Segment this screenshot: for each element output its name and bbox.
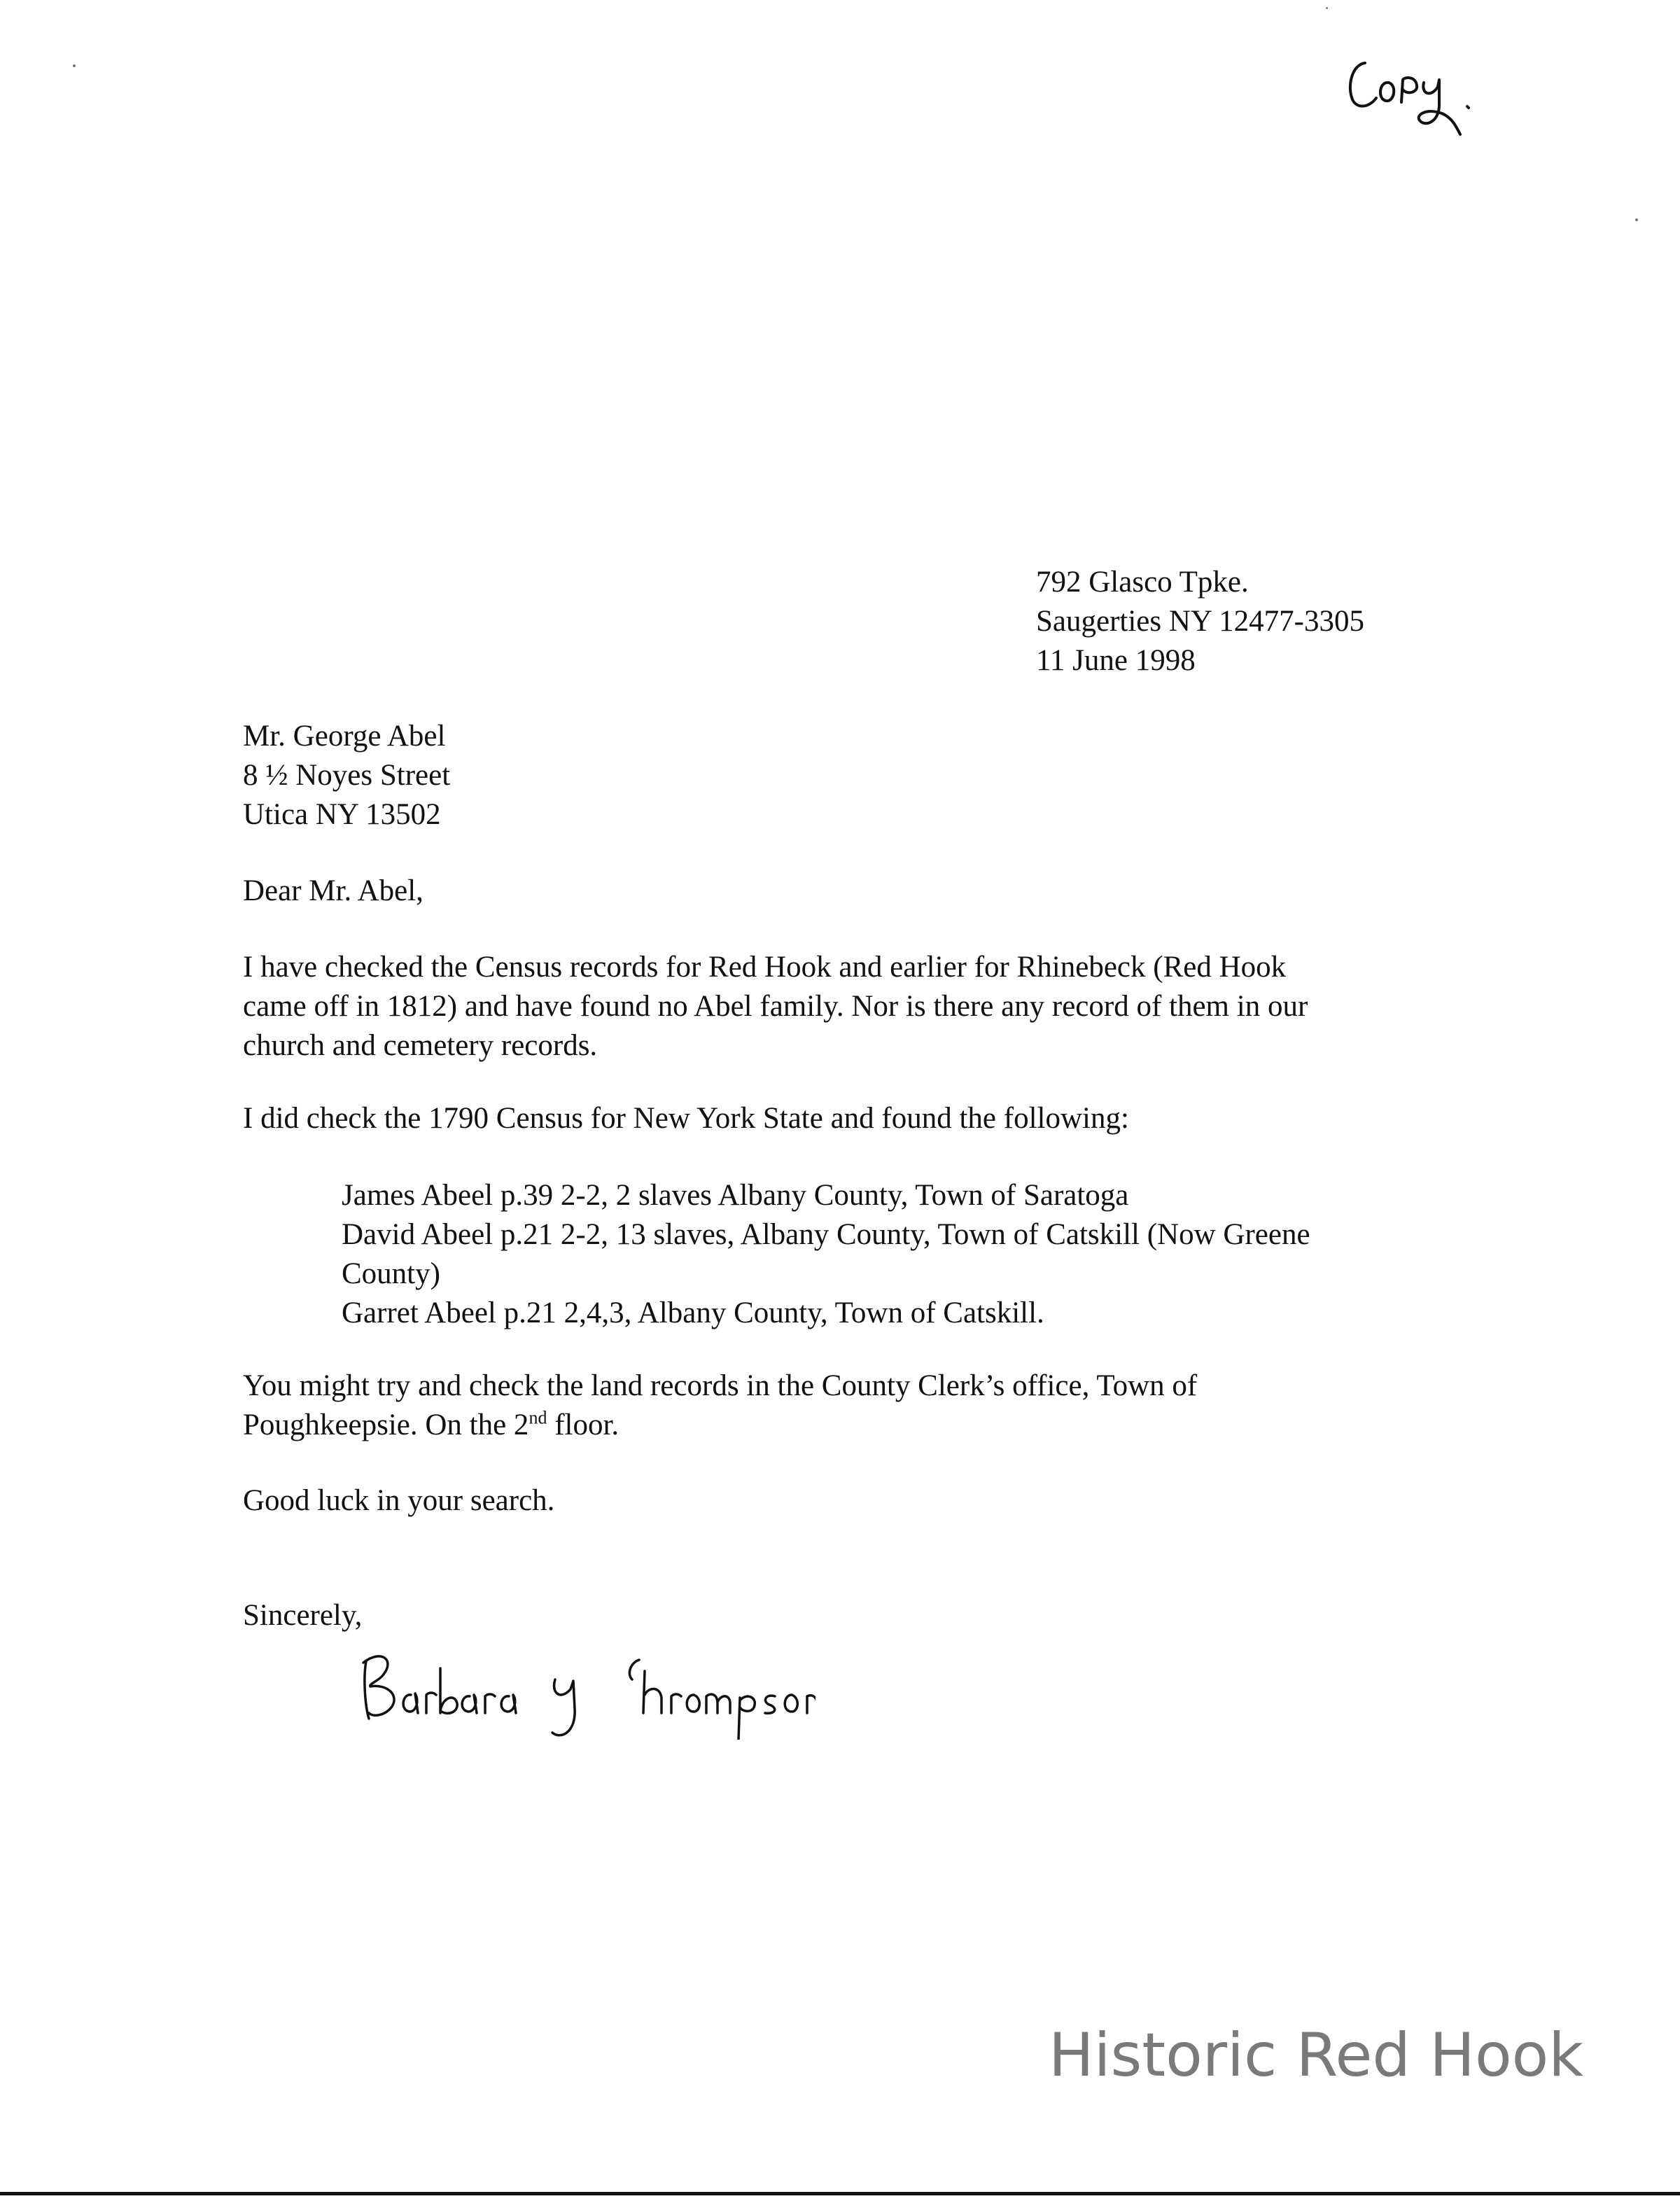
recipient-city: Utica NY 13502 xyxy=(243,798,441,831)
paragraph-good-luck: Good luck in your search. xyxy=(243,1484,555,1517)
salutation: Dear Mr. Abel, xyxy=(243,874,424,907)
letter-date: 11 June 1998 xyxy=(1036,644,1196,677)
ordinal-suffix: nd xyxy=(528,1407,547,1428)
census-entry: Garret Abeel p.21 2,4,3, Albany County, Town of Catskill. xyxy=(342,1297,1044,1329)
scan-speck xyxy=(1635,218,1638,221)
watermark-historic-red-hook: Historic Red Hook xyxy=(1049,2020,1584,2090)
handwritten-signature xyxy=(354,1635,816,1740)
sender-street: 792 Glasco Tpke. xyxy=(1036,566,1249,599)
paragraph-line: You might try and check the land records in the County Clerk’s office, Town of xyxy=(243,1369,1198,1402)
scan-speck xyxy=(1326,7,1328,9)
recipient-street: 8 ½ Noyes Street xyxy=(243,759,451,792)
paragraph-line xyxy=(243,1406,1197,1445)
paragraph-line: I have checked the Census records for Red Hook and earlier for Rhinebeck (Red Hook xyxy=(243,951,1287,984)
recipient-name: Mr. George Abel xyxy=(243,720,446,753)
bottom-border xyxy=(0,2192,1680,2195)
sender-address xyxy=(1036,563,1364,680)
recipient-address xyxy=(243,717,450,834)
paragraph-line: church and cemetery records. xyxy=(243,1029,598,1062)
paragraph-line: came off in 1812) and have found no Abel family. Nor is there any record of them in our xyxy=(243,990,1308,1023)
paragraph-text: floor. xyxy=(547,1409,620,1441)
closing: Sincerely, xyxy=(243,1599,363,1632)
census-entry: County) xyxy=(342,1257,440,1290)
paragraph-census-check xyxy=(243,948,1308,1065)
paragraph-1790-census: I did check the 1790 Census for New York State and found the following: xyxy=(243,1102,1129,1135)
census-entries xyxy=(342,1176,1310,1333)
scan-speck xyxy=(73,64,76,67)
sender-city: Saugerties NY 12477-3305 xyxy=(1036,605,1364,638)
paragraph-land-records xyxy=(243,1367,1197,1445)
paragraph-text: Poughkeepsie. On the 2 xyxy=(243,1409,529,1441)
census-entry: James Abeel p.39 2-2, 2 slaves Albany County, Town of Saratoga xyxy=(342,1179,1129,1212)
handwritten-copy-mark xyxy=(1337,49,1484,154)
census-entry: David Abeel p.21 2-2, 13 slaves, Albany County, Town of Catskill (Now Greene xyxy=(342,1218,1310,1251)
